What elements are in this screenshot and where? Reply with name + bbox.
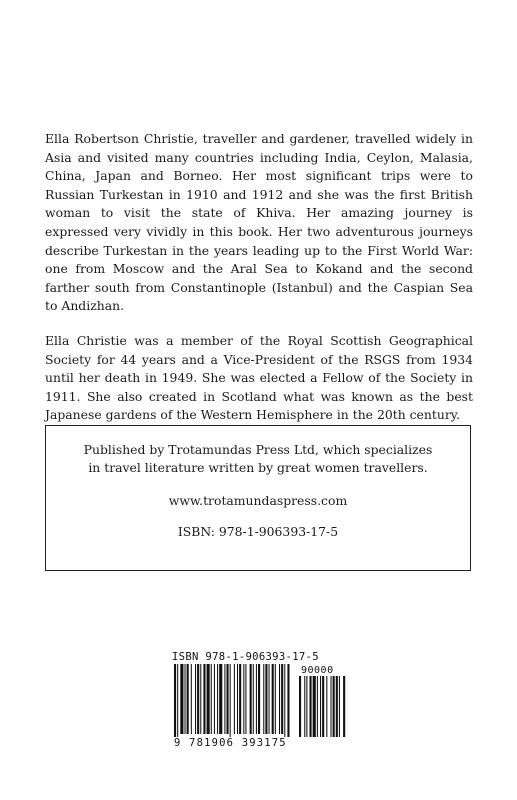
barcode-bar	[243, 664, 244, 734]
barcode-bar	[195, 664, 196, 734]
barcode-bar	[256, 664, 257, 734]
barcode-addon-bar	[313, 676, 316, 737]
barcode-bar	[275, 664, 276, 734]
barcode-bar	[234, 664, 235, 734]
blurb-paragraph: Ella Robertson Christie, traveller and gardener, travelled widely in Asia and visited many countries including India, Ceylon, Malasia, China, Japan and Borneo. Her most significant trips were to Russian Turkestan in 1910 and 1912 and she was the first British woman to visit the state of Khiva. Her amazing journey is expressed very vividly in this book. Her two adventurous journeys describe Turkestan in the years leading up to the First World War: one from Moscow and the Aral Sea to Kokand and the second farther south from Constantinople (Istanbul) and the Caspian Sea to Andizhan.	[45, 131, 473, 314]
barcode-bar	[263, 664, 264, 734]
barcode-bar	[287, 664, 289, 737]
barcode-bar	[279, 664, 280, 734]
barcode-addon-bar	[306, 676, 307, 737]
barcode-ean-digits: 9 781906 393175	[174, 737, 287, 749]
barcode-bar	[250, 664, 252, 734]
barcode-addon-bar	[339, 676, 340, 737]
barcode-addon-bar	[333, 676, 335, 737]
publisher-url: www.trotamundaspress.com	[168, 493, 348, 508]
barcode-price-code: 90000	[301, 665, 334, 676]
barcode-addon-bar	[299, 676, 301, 737]
barcode-bar	[245, 664, 246, 734]
barcode	[172, 651, 347, 751]
barcode-addon-bar	[343, 676, 345, 737]
barcode-addon-bar	[317, 676, 318, 737]
publisher-description: Published by Trotamundas Press Ltd, which specializes in travel literature written by great women travellers.	[83, 442, 433, 475]
barcode-bar	[239, 664, 241, 734]
barcode-addon-bar	[320, 676, 321, 737]
blurb-paragraph: Ella Christie was a member of the Royal Scottish Geographical Society for 44 years and a Vice-President of the RSGS from 1934 until her death in 1949. She was elected a Fellow of the Society in 1911. She also created in Scotland what was known as the best Japanese gardens of the Western Hemisphere in the 20th century.	[45, 332, 473, 423]
barcode-bar	[197, 664, 199, 734]
barcode-bar	[219, 664, 222, 734]
barcode-bar	[224, 664, 225, 734]
barcode-bar	[227, 664, 229, 734]
barcode-addon-bar	[304, 676, 305, 737]
barcode-bar	[177, 664, 178, 737]
barcode-bar	[258, 664, 260, 734]
barcode-bar	[269, 664, 270, 734]
barcode-bar	[191, 664, 192, 734]
isbn-text: ISBN: 978-1-906393-17-5	[177, 524, 339, 539]
barcode-bar	[214, 664, 215, 734]
barcode-isbn-label: ISBN 978-1-906393-17-5	[172, 651, 319, 663]
barcode-bar	[272, 664, 274, 734]
barcode-addon-bar	[336, 676, 338, 737]
barcode-addon-bar	[326, 676, 327, 737]
barcode-bar	[174, 664, 176, 737]
barcode-bar	[281, 664, 283, 734]
barcode-bar	[207, 664, 210, 734]
barcode-bar	[180, 664, 183, 734]
barcode-addon-bar	[331, 676, 332, 737]
barcode-bar	[211, 664, 212, 734]
barcode-addon-bar	[310, 676, 312, 737]
barcode-bar	[284, 664, 285, 737]
barcode-bar	[265, 664, 267, 734]
barcode-bar	[230, 664, 231, 737]
barcode-bar	[185, 664, 186, 734]
publisher-box	[45, 425, 471, 571]
barcode-addon-bar	[322, 676, 324, 737]
back-cover-blurb	[45, 130, 473, 441]
barcode-bar	[187, 664, 189, 734]
barcode-bar	[203, 664, 205, 734]
barcode-bar	[237, 664, 238, 734]
barcode-bar	[253, 664, 254, 734]
barcode-bar	[217, 664, 218, 734]
barcode-bar	[200, 664, 201, 734]
